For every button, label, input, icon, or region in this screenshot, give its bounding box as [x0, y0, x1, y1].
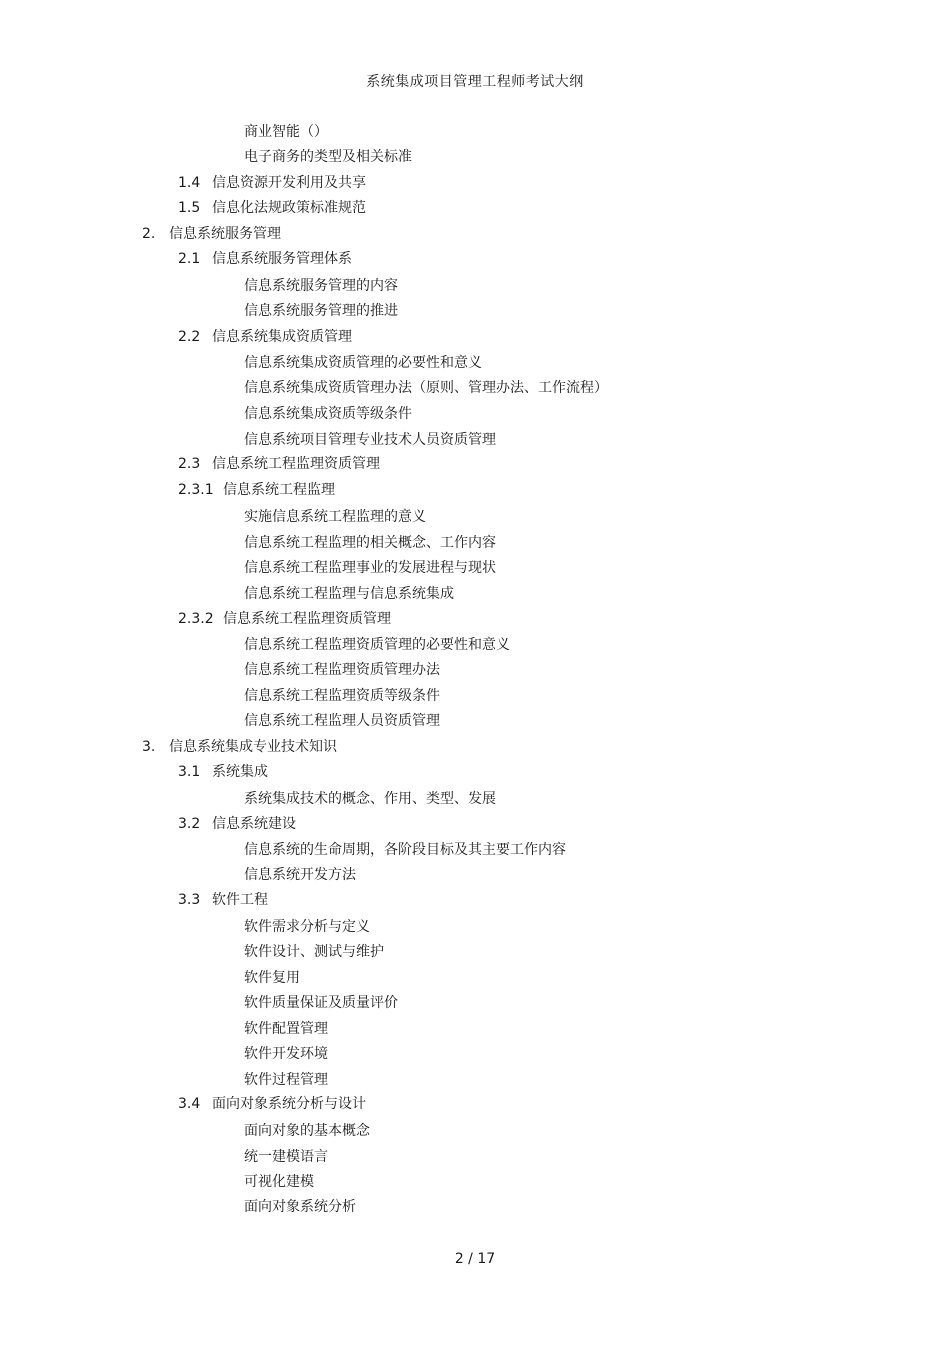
outline-item-number: 2.3.2 [178, 611, 214, 627]
outline-item-text: 信息系统的生命周期，各阶段目标及其主要工作内容 [244, 842, 566, 858]
outline-item-text: 信息系统工程监理的相关概念、工作内容 [244, 535, 496, 551]
outline-item-text: 信息化法规政策标准规范 [212, 200, 366, 216]
outline-item-number: 2. [142, 226, 156, 242]
outline-item-level-3 [244, 148, 412, 166]
outline-item-text: 信息系统服务管理 [169, 226, 281, 242]
outline-item-level-3 [244, 1148, 328, 1166]
outline-item-text: 信息系统开发方法 [244, 867, 356, 883]
outline-item-text: 信息系统项目管理专业技术人员资质管理 [244, 432, 496, 448]
outline-item-text: 信息系统工程监理资质管理的必要性和意义 [244, 637, 510, 653]
outline-item-text: 面向对象系统分析与设计 [212, 1096, 366, 1112]
outline-item-level-1 [142, 225, 281, 243]
outline-item-text: 信息系统工程监理与信息系统集成 [244, 586, 454, 602]
outline-item-number: 2.3 [178, 456, 201, 472]
outline-item-number: 1.5 [178, 200, 201, 216]
outline-item-text: 软件配置管理 [244, 1021, 328, 1037]
outline-item-level-3 [244, 508, 426, 526]
outline-item-level-2 [178, 199, 366, 217]
outline-item-text: 面向对象的基本概念 [244, 1123, 370, 1139]
outline-item-number: 3.1 [178, 764, 201, 780]
outline-item-level-3 [244, 918, 370, 936]
outline-item-text: 信息资源开发利用及共享 [212, 175, 366, 191]
outline-item-level-3 [244, 354, 482, 372]
outline-item-number: 3.2 [178, 816, 201, 832]
outline-item-number: 3. [142, 739, 156, 755]
outline-item-text: 软件质量保证及质量评价 [244, 995, 398, 1011]
outline-item-text: 软件工程 [212, 892, 268, 908]
outline-item-level-2 [178, 328, 352, 346]
outline-item-text: 信息系统工程监理资质管理 [212, 456, 380, 472]
outline-item-level-2 [178, 250, 352, 268]
outline-item-level-3 [244, 712, 440, 730]
outline-item-text: 信息系统集成资质管理 [212, 329, 352, 345]
outline-item-text: 可视化建模 [244, 1174, 314, 1190]
outline-item-text: 系统集成技术的概念、作用、类型、发展 [244, 791, 496, 807]
outline-item-text: 系统集成 [212, 764, 268, 780]
outline-item-level-1 [142, 738, 337, 756]
outline-item-text: 信息系统集成专业技术知识 [169, 739, 337, 755]
outline-item-text: 软件设计、测试与维护 [244, 944, 384, 960]
outline-item-text: 信息系统服务管理的推进 [244, 303, 398, 319]
outline-item-level-3 [244, 123, 328, 141]
outline-item-text: 信息系统工程监理资质等级条件 [244, 688, 440, 704]
outline-item-level-3 [244, 1198, 356, 1216]
outline-item-text: 统一建模语言 [244, 1149, 328, 1165]
outline-item-level-3 [244, 1045, 328, 1063]
outline-item-text: 商业智能（） [244, 124, 328, 140]
outline-item-level-2 [178, 891, 268, 909]
outline-item-text: 信息系统工程监理资质管理办法 [244, 662, 440, 678]
outline-item-number: 2.1 [178, 251, 201, 267]
outline-item-level-3 [244, 866, 356, 884]
outline-item-level-3 [244, 534, 496, 552]
outline-item-text: 信息系统工程监理人员资质管理 [244, 713, 440, 729]
outline-item-text: 信息系统工程监理事业的发展进程与现状 [244, 560, 496, 576]
outline-item-text: 信息系统服务管理体系 [212, 251, 352, 267]
outline-item-number: 3.4 [178, 1096, 201, 1112]
outline-item-level-3 [244, 1122, 370, 1140]
outline-item-level-2 [178, 610, 391, 628]
page-number: 2 / 17 [454, 1251, 496, 1267]
outline-item-level-3 [244, 943, 384, 961]
outline-item-text: 信息系统集成资质管理的必要性和意义 [244, 355, 482, 371]
outline-item-text: 信息系统集成资质管理办法（原则、管理办法、工作流程） [244, 380, 608, 396]
outline-item-level-2 [178, 815, 296, 833]
outline-item-text: 信息系统工程监理资质管理 [223, 611, 391, 627]
outline-item-text: 信息系统服务管理的内容 [244, 278, 398, 294]
outline-item-level-2 [178, 763, 268, 781]
page-header-title: 系统集成项目管理工程师考试大纲 [366, 74, 584, 90]
outline-item-level-3 [244, 1173, 314, 1191]
outline-item-text: 软件过程管理 [244, 1072, 328, 1088]
outline-item-level-2 [178, 481, 335, 499]
outline-item-level-3 [244, 687, 440, 705]
outline-item-level-3 [244, 585, 454, 603]
outline-item-level-3 [244, 994, 398, 1012]
outline-item-level-3 [244, 431, 496, 449]
outline-item-number: 3.3 [178, 892, 201, 908]
outline-item-level-3 [244, 277, 398, 295]
outline-item-level-3 [244, 790, 496, 808]
outline-item-text: 电子商务的类型及相关标准 [244, 149, 412, 165]
outline-item-number: 1.4 [178, 175, 201, 191]
outline-item-level-3 [244, 1071, 328, 1089]
outline-item-text: 信息系统集成资质等级条件 [244, 406, 412, 422]
outline-item-text: 软件开发环境 [244, 1046, 328, 1062]
outline-item-level-3 [244, 969, 300, 987]
outline-item-level-3 [244, 302, 398, 320]
outline-item-level-2 [178, 174, 366, 192]
outline-item-level-3 [244, 405, 412, 423]
outline-item-level-2 [178, 455, 380, 473]
outline-item-text: 软件复用 [244, 970, 300, 986]
outline-item-text: 实施信息系统工程监理的意义 [244, 509, 426, 525]
outline-item-text: 信息系统建设 [212, 816, 296, 832]
outline-item-text: 软件需求分析与定义 [244, 919, 370, 935]
outline-item-text: 面向对象系统分析 [244, 1199, 356, 1215]
outline-item-level-3 [244, 636, 510, 654]
outline-item-level-3 [244, 379, 608, 397]
outline-item-text: 信息系统工程监理 [223, 482, 335, 498]
outline-item-level-3 [244, 841, 566, 859]
outline-item-number: 2.2 [178, 329, 201, 345]
outline-item-number: 2.3.1 [178, 482, 214, 498]
outline-item-level-2 [178, 1095, 366, 1113]
outline-item-level-3 [244, 1020, 328, 1038]
outline-item-level-3 [244, 559, 496, 577]
outline-item-level-3 [244, 661, 440, 679]
